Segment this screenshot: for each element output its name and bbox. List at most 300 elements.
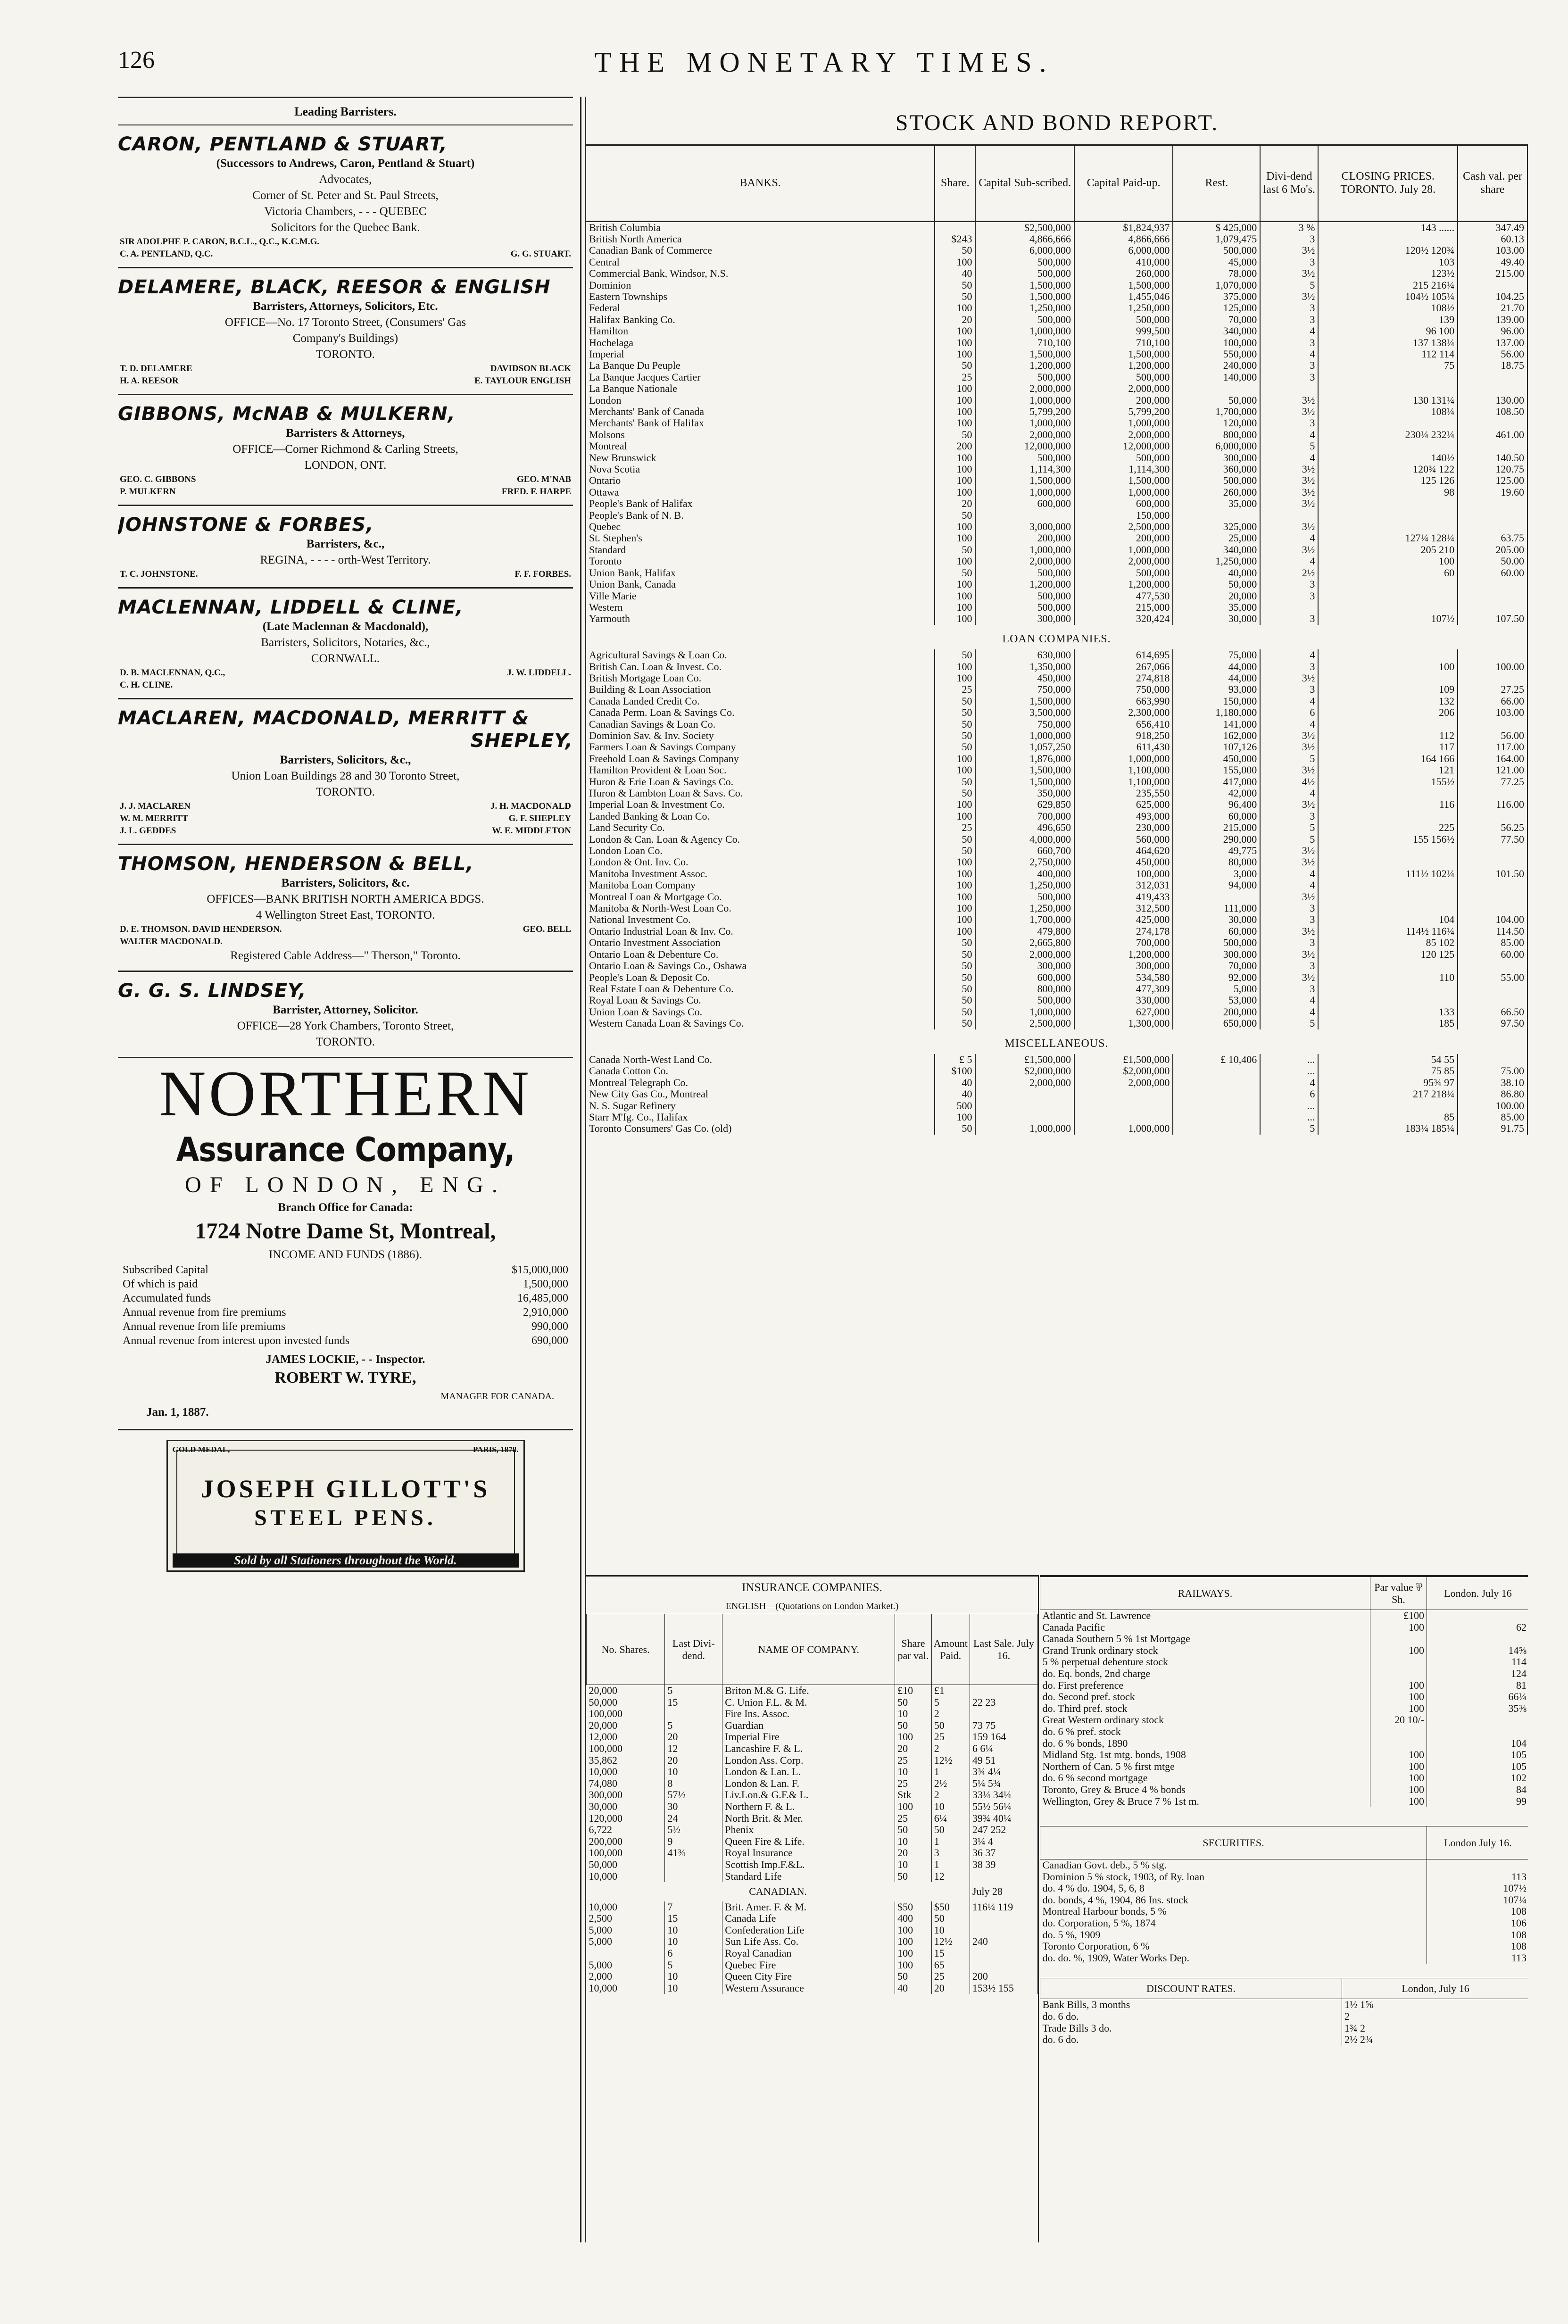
cell: 710,100 bbox=[1074, 337, 1173, 349]
cell: Farmers Loan & Savings Company bbox=[586, 741, 935, 753]
gillott-product: STEEL PENS. bbox=[254, 1505, 437, 1530]
cell: 96 100 bbox=[1318, 325, 1458, 337]
cell: 999,500 bbox=[1074, 325, 1173, 337]
cell: 6,000,000 bbox=[1173, 440, 1260, 452]
cell: 1,700,000 bbox=[1173, 406, 1260, 417]
cell: 5 bbox=[665, 1959, 722, 1971]
cell: 500,000 bbox=[975, 268, 1074, 279]
cell: 2,000,000 bbox=[1074, 1077, 1173, 1088]
cell bbox=[1318, 983, 1458, 995]
cell: 12 bbox=[931, 1871, 970, 1883]
fund-row bbox=[123, 1277, 568, 1291]
insurance-row bbox=[587, 1697, 1038, 1709]
page-number: 126 bbox=[118, 47, 155, 74]
cell bbox=[1458, 383, 1527, 394]
cell: 75,000 bbox=[1173, 649, 1260, 661]
cell: 100 bbox=[935, 521, 975, 532]
cell: 39¾ 40¼ bbox=[970, 1813, 1037, 1825]
cell: 65 bbox=[931, 1959, 970, 1971]
cell: Scottish Imp.F.&L. bbox=[722, 1859, 895, 1871]
northern-wordmark: NORTHERN bbox=[158, 1057, 532, 1129]
cell: Grand Trunk ordinary stock bbox=[1040, 1645, 1370, 1657]
cell: 25 bbox=[935, 684, 975, 695]
railways-title: RAILWAYS. bbox=[1040, 1577, 1370, 1610]
cell: 6 bbox=[1260, 1088, 1318, 1100]
cell: 50 bbox=[935, 788, 975, 799]
firm-line: Solicitors for the Quebec Bank. bbox=[271, 221, 420, 234]
cell: 1,000,000 bbox=[1074, 753, 1173, 764]
security-row bbox=[1040, 1906, 1528, 1917]
cell: 111½ 102¼ bbox=[1318, 868, 1458, 880]
cell: 500,000 bbox=[1074, 372, 1173, 383]
cell: Merchants' Bank of Halifax bbox=[586, 417, 935, 429]
cell: 3 bbox=[1260, 337, 1318, 349]
cell: Land Security Co. bbox=[586, 822, 935, 833]
cell: 100 bbox=[1370, 1691, 1427, 1703]
partner-left: J. J. MACLAREN bbox=[120, 801, 191, 811]
cell: 2 bbox=[931, 1789, 970, 1801]
railway-row bbox=[1040, 1749, 1528, 1761]
firm-name: JOHNSTONE & FORBES, bbox=[118, 514, 374, 536]
toronto-date-label: TORONTO. July 28. bbox=[1340, 183, 1436, 196]
cell: London Ass. Corp. bbox=[722, 1755, 895, 1767]
cell: 1,500,000 bbox=[975, 475, 1074, 486]
cell: 312,500 bbox=[1074, 903, 1173, 914]
cell: London & Can. Loan & Agency Co. bbox=[586, 834, 935, 845]
cell: 4 bbox=[1260, 1006, 1318, 1018]
cell bbox=[1458, 903, 1527, 914]
loans-rows bbox=[586, 649, 1527, 1029]
cell: ... bbox=[1260, 1112, 1318, 1123]
cell: 100 bbox=[1370, 1622, 1427, 1634]
cell: 4 bbox=[1260, 649, 1318, 661]
cell: $50 bbox=[931, 1901, 970, 1913]
cell: 260,000 bbox=[1173, 487, 1260, 498]
cell bbox=[1370, 1633, 1427, 1645]
railway-row bbox=[1040, 1703, 1528, 1715]
cell: 1,114,300 bbox=[1074, 464, 1173, 475]
cell: 1½ 1⅝ bbox=[1342, 1999, 1528, 2011]
cell: 44,000 bbox=[1173, 672, 1260, 684]
cell: 100 bbox=[935, 452, 975, 464]
cell: £10 bbox=[895, 1685, 932, 1697]
firm-cable: Registered Cable Address—" Therson," Toronto. bbox=[230, 949, 461, 962]
cell: 100,000 bbox=[587, 1708, 665, 1720]
railway-row bbox=[1040, 1714, 1528, 1726]
cell bbox=[1370, 1738, 1427, 1750]
gillott-tagline: Sold by all Stationers throughout the World. bbox=[173, 1553, 519, 1568]
partner-right: GEO. BELL bbox=[523, 924, 571, 934]
insurance-row bbox=[587, 1959, 1038, 1971]
cell: 25 bbox=[895, 1813, 932, 1825]
railway-row bbox=[1040, 1761, 1528, 1773]
cell: $243 bbox=[935, 233, 975, 245]
cell: £1 bbox=[931, 1685, 970, 1697]
cell bbox=[1458, 811, 1527, 822]
cell: 50,000 bbox=[1173, 579, 1260, 590]
ad-income-heading: INCOME AND FUNDS (1886). bbox=[268, 1248, 422, 1261]
cell: 75 85 bbox=[1318, 1065, 1458, 1077]
cell: 81 bbox=[1427, 1680, 1528, 1692]
cell: 5 bbox=[665, 1685, 722, 1697]
cell: 2,000,000 bbox=[1074, 429, 1173, 440]
cell: 240 bbox=[970, 1936, 1037, 1948]
firm-card bbox=[118, 972, 573, 1058]
cell: 3½ bbox=[1260, 291, 1318, 302]
cell: 1,500,000 bbox=[975, 776, 1074, 788]
cell bbox=[1318, 845, 1458, 856]
railway-row bbox=[1040, 1726, 1528, 1738]
cell: 663,990 bbox=[1074, 696, 1173, 707]
cell: 100 bbox=[935, 868, 975, 880]
cell: £ 10,406 bbox=[1173, 1054, 1260, 1065]
banks-rows bbox=[586, 221, 1527, 625]
cell: 1,250,000 bbox=[975, 903, 1074, 914]
cell: 267,066 bbox=[1074, 661, 1173, 672]
insurance-row bbox=[587, 1824, 1038, 1836]
cell: 100 bbox=[935, 464, 975, 475]
cell: 230,000 bbox=[1074, 822, 1173, 833]
cell: 105 bbox=[1427, 1761, 1528, 1773]
fund-label: Of which is paid bbox=[123, 1278, 198, 1290]
cell: 10 bbox=[931, 1801, 970, 1813]
cell bbox=[1427, 1726, 1528, 1738]
partner-row bbox=[118, 923, 573, 936]
bank-row bbox=[586, 349, 1527, 360]
firm-line: Company's Buildings) bbox=[292, 332, 398, 345]
cell bbox=[1318, 788, 1458, 799]
cell: 1,000,000 bbox=[975, 730, 1074, 741]
cell: 10,000 bbox=[587, 1871, 665, 1883]
publication-title: THE MONETARY TIMES. bbox=[594, 47, 1054, 78]
fund-row bbox=[123, 1263, 568, 1277]
firm-card bbox=[118, 699, 573, 845]
firm-line: Barristers & Attorneys, bbox=[286, 427, 405, 440]
cell: 124 bbox=[1427, 1668, 1528, 1680]
cell: 50 bbox=[935, 741, 975, 753]
cell: 5 bbox=[1260, 280, 1318, 291]
cell: 3½ bbox=[1260, 464, 1318, 475]
cell: 123½ bbox=[1318, 268, 1458, 279]
cell bbox=[1427, 1633, 1528, 1645]
railway-row bbox=[1040, 1796, 1528, 1808]
cell: 30,000 bbox=[587, 1801, 665, 1813]
cell: 111,000 bbox=[1173, 903, 1260, 914]
cell: 750,000 bbox=[975, 684, 1074, 695]
cell: 107¼ bbox=[1427, 1894, 1528, 1906]
cell: 3 bbox=[1260, 983, 1318, 995]
cell: 50 bbox=[895, 1971, 932, 1983]
cell: 4 bbox=[1260, 719, 1318, 730]
cell: 101.50 bbox=[1458, 868, 1527, 880]
railway-row bbox=[1040, 1691, 1528, 1703]
col-toronto bbox=[1318, 146, 1458, 221]
discount-row bbox=[1040, 2023, 1528, 2034]
fund-row bbox=[123, 1334, 568, 1348]
cell: 44,000 bbox=[1173, 661, 1260, 672]
cell bbox=[970, 1708, 1037, 1720]
cell: 100 bbox=[935, 349, 975, 360]
cell: 100 bbox=[935, 926, 975, 937]
cell: 130.00 bbox=[1458, 395, 1527, 406]
ad-inspector: JAMES LOCKIE, - - Inspector. bbox=[265, 1353, 425, 1366]
cell bbox=[1318, 602, 1458, 613]
col-london-rail: London. July 16 bbox=[1427, 1577, 1528, 1610]
cell: 3 bbox=[931, 1847, 970, 1859]
cell: 40 bbox=[935, 1077, 975, 1088]
cell: 95¾ 97 bbox=[1318, 1077, 1458, 1088]
cell: 100 bbox=[935, 532, 975, 544]
cell: 800,000 bbox=[975, 983, 1074, 995]
cell: 66.50 bbox=[1458, 1006, 1527, 1018]
cell: 500,000 bbox=[1173, 937, 1260, 948]
bank-row bbox=[586, 510, 1527, 521]
cell: 55½ 56¼ bbox=[970, 1801, 1037, 1813]
cell: 100 bbox=[1318, 556, 1458, 567]
cell: Toronto Corporation, 6 % bbox=[1040, 1941, 1427, 1952]
cell: 100 bbox=[935, 613, 975, 624]
cell: La Banque Jacques Cartier bbox=[586, 372, 935, 383]
cell: 108¼ bbox=[1318, 406, 1458, 417]
insurance-row bbox=[587, 1789, 1038, 1801]
cell: $2,500,000 bbox=[975, 221, 1074, 233]
cell: 5 bbox=[665, 1720, 722, 1732]
cell: 3 bbox=[1260, 960, 1318, 971]
cell: 1,070,000 bbox=[1173, 280, 1260, 291]
ad-address: 1724 Notre Dame St, Montreal, bbox=[195, 1219, 496, 1244]
cell: 1,000,000 bbox=[1074, 417, 1173, 429]
cell: 125 126 bbox=[1318, 475, 1458, 486]
cell: 9 bbox=[665, 1836, 722, 1848]
cell: Ontario Investment Association bbox=[586, 937, 935, 948]
cell: Queen City Fire bbox=[722, 1971, 895, 1983]
cell: Ontario bbox=[586, 475, 935, 486]
cell: 153½ 155 bbox=[970, 1983, 1037, 1994]
cell: 3 bbox=[1260, 417, 1318, 429]
cell: 155 156½ bbox=[1318, 834, 1458, 845]
cell: 20 10/- bbox=[1370, 1714, 1427, 1726]
cell: 50 bbox=[935, 567, 975, 579]
cell: 120,000 bbox=[1173, 417, 1260, 429]
cell: 30,000 bbox=[1173, 613, 1260, 624]
cell: do. 6 do. bbox=[1040, 2034, 1342, 2046]
misc-heading-row bbox=[586, 1029, 1527, 1054]
cell bbox=[975, 510, 1074, 521]
cell: 19.60 bbox=[1458, 487, 1527, 498]
cell: 300,000 bbox=[1074, 960, 1173, 971]
cell: Real Estate Loan & Debenture Co. bbox=[586, 983, 935, 995]
cell bbox=[1458, 417, 1527, 429]
cell: Manitoba Loan Company bbox=[586, 880, 935, 891]
cell: 50,000 bbox=[1173, 395, 1260, 406]
cell: 660,700 bbox=[975, 845, 1074, 856]
insurance-table bbox=[586, 1614, 1038, 1994]
cell: 35,000 bbox=[1173, 602, 1260, 613]
firm-line: REGINA, - - - - orth-West Territory. bbox=[260, 554, 431, 566]
cell bbox=[1458, 602, 1527, 613]
misc-row bbox=[586, 1077, 1527, 1088]
cell: 50 bbox=[935, 776, 975, 788]
cell: Toronto Consumers' Gas Co. (old) bbox=[586, 1123, 935, 1134]
cell: 162,000 bbox=[1173, 730, 1260, 741]
cell: 3½ bbox=[1260, 845, 1318, 856]
partner-left: H. A. REESOR bbox=[120, 376, 179, 386]
cell: Brit. Amer. F. & M. bbox=[722, 1901, 895, 1913]
cell: 100 bbox=[935, 395, 975, 406]
cell: 104.00 bbox=[1458, 914, 1527, 925]
cell: British Mortgage Loan Co. bbox=[586, 672, 935, 684]
cell bbox=[665, 1871, 722, 1883]
cell: 750,000 bbox=[1074, 684, 1173, 695]
cell: 60.00 bbox=[1458, 567, 1527, 579]
stock-table-header bbox=[586, 146, 1527, 221]
cell: 20,000 bbox=[1173, 590, 1260, 602]
cell: 1,000,000 bbox=[975, 1123, 1074, 1134]
cell: 479,800 bbox=[975, 926, 1074, 937]
cell: 4,866,666 bbox=[975, 233, 1074, 245]
cell: 35⅜ bbox=[1427, 1703, 1528, 1715]
cell: 4 bbox=[1260, 556, 1318, 567]
cell: 10 bbox=[895, 1766, 932, 1778]
cell: 350,000 bbox=[975, 788, 1074, 799]
cell: 20 bbox=[935, 314, 975, 325]
cell: 30 bbox=[665, 1801, 722, 1813]
cell: 629,850 bbox=[975, 799, 1074, 810]
cell: 103 bbox=[1318, 257, 1458, 268]
cell: 3,000,000 bbox=[975, 521, 1074, 532]
cell: 1,079,475 bbox=[1173, 233, 1260, 245]
cell: 3½ bbox=[1260, 972, 1318, 983]
cell: 50 bbox=[895, 1871, 932, 1883]
cell: Imperial bbox=[586, 349, 935, 360]
cell: 320,424 bbox=[1074, 613, 1173, 624]
cell: 4 bbox=[1260, 696, 1318, 707]
fund-label: Accumulated funds bbox=[123, 1292, 211, 1304]
cell: do. Eq. bonds, 2nd charge bbox=[1040, 1668, 1370, 1680]
railways-rows bbox=[1040, 1610, 1528, 1808]
cell bbox=[1260, 602, 1318, 613]
cell: $50 bbox=[895, 1901, 932, 1913]
cell: 240,000 bbox=[1173, 360, 1260, 371]
cell: 100 bbox=[935, 799, 975, 810]
fund-label: Subscribed Capital bbox=[123, 1264, 208, 1276]
cell bbox=[1173, 510, 1260, 521]
cell: 100 bbox=[1370, 1749, 1427, 1761]
loan-row bbox=[586, 661, 1527, 672]
cell: 650,000 bbox=[1173, 1018, 1260, 1029]
cell bbox=[1173, 1065, 1260, 1077]
cell: 50 bbox=[931, 1824, 970, 1836]
fund-value: 16,485,000 bbox=[517, 1292, 568, 1304]
cell bbox=[1427, 1714, 1528, 1726]
cell bbox=[1427, 1859, 1528, 1871]
cell: 750,000 bbox=[975, 719, 1074, 730]
cell bbox=[970, 1925, 1037, 1936]
misc-section bbox=[586, 1029, 1527, 1054]
cell: 560,000 bbox=[1074, 834, 1173, 845]
cell: Queen Fire & Life. bbox=[722, 1836, 895, 1848]
railway-row bbox=[1040, 1784, 1528, 1796]
cell: Toronto bbox=[586, 556, 935, 567]
cell: 1,500,000 bbox=[975, 291, 1074, 302]
cell: 500,000 bbox=[975, 314, 1074, 325]
cell: 73 75 bbox=[970, 1720, 1037, 1732]
cell: 50 bbox=[895, 1824, 932, 1836]
cell bbox=[587, 1948, 665, 1959]
cell: 1,000,000 bbox=[1074, 1123, 1173, 1134]
cell: 55.00 bbox=[1458, 972, 1527, 983]
cell: 1,000,000 bbox=[975, 1006, 1074, 1018]
col-london-sec: London July 16. bbox=[1427, 1826, 1528, 1859]
cell: 104½ 105¼ bbox=[1318, 291, 1458, 302]
bank-row bbox=[586, 417, 1527, 429]
cell: 300,000 bbox=[975, 613, 1074, 624]
loan-row bbox=[586, 764, 1527, 776]
cell: 5,799,200 bbox=[1074, 406, 1173, 417]
cell bbox=[1458, 649, 1527, 661]
cell: 3½ bbox=[1260, 395, 1318, 406]
cell: 50 bbox=[935, 995, 975, 1006]
ad-company-line: Assurance Company, bbox=[176, 1130, 515, 1169]
bank-row bbox=[586, 383, 1527, 394]
cell: 1,000,000 bbox=[975, 544, 1074, 556]
cell: 155½ bbox=[1318, 776, 1458, 788]
insurance-row bbox=[587, 1743, 1038, 1755]
cell: 3 bbox=[1260, 811, 1318, 822]
cell: 1,500,000 bbox=[975, 349, 1074, 360]
cell: 100,000 bbox=[587, 1743, 665, 1755]
cell: 1,500,000 bbox=[975, 764, 1074, 776]
railways-securities-section bbox=[1040, 1575, 1528, 2242]
loan-row bbox=[586, 776, 1527, 788]
insurance-row bbox=[587, 1913, 1038, 1925]
cell bbox=[1173, 1112, 1260, 1123]
railway-row bbox=[1040, 1772, 1528, 1784]
cell: Guardian bbox=[722, 1720, 895, 1732]
cell: 85.00 bbox=[1458, 1112, 1527, 1123]
cell: La Banque Du Peuple bbox=[586, 360, 935, 371]
cell: Montreal Harbour bonds, 5 % bbox=[1040, 1906, 1427, 1917]
cell: Commercial Bank, Windsor, N.S. bbox=[586, 268, 935, 279]
col-banks: BANKS. bbox=[586, 146, 935, 221]
firm-line: 4 Wellington Street East, TORONTO. bbox=[256, 909, 435, 921]
cell: 10,000 bbox=[587, 1901, 665, 1913]
cell: 50 bbox=[935, 960, 975, 971]
firm-line: CORNWALL. bbox=[311, 652, 380, 665]
cell: 100 bbox=[1370, 1680, 1427, 1692]
discount-rows bbox=[1040, 1999, 1528, 2046]
cell: 159 164 bbox=[970, 1731, 1037, 1743]
cell: 100.00 bbox=[1458, 1100, 1527, 1112]
cell: 100 bbox=[895, 1925, 932, 1936]
cell: 3½ bbox=[1260, 856, 1318, 868]
ad-manager-title: MANAGER FOR CANADA. bbox=[440, 1391, 554, 1402]
cell: 215.00 bbox=[1458, 268, 1527, 279]
cell: Phenix bbox=[722, 1824, 895, 1836]
cell: £1,500,000 bbox=[1074, 1054, 1173, 1065]
col-subscribed: Capital Sub-scribed. bbox=[975, 146, 1074, 221]
cell: 1,100,000 bbox=[1074, 764, 1173, 776]
bank-row bbox=[586, 314, 1527, 325]
bank-row bbox=[586, 498, 1527, 509]
cell: 215 216¼ bbox=[1318, 280, 1458, 291]
cell: Canada Landed Credit Co. bbox=[586, 696, 935, 707]
cell bbox=[1318, 510, 1458, 521]
firm-name: G. G. S. LINDSEY, bbox=[118, 980, 307, 1002]
cell: 50 bbox=[935, 696, 975, 707]
cell bbox=[1318, 995, 1458, 1006]
cell: 1,000,000 bbox=[1074, 544, 1173, 556]
